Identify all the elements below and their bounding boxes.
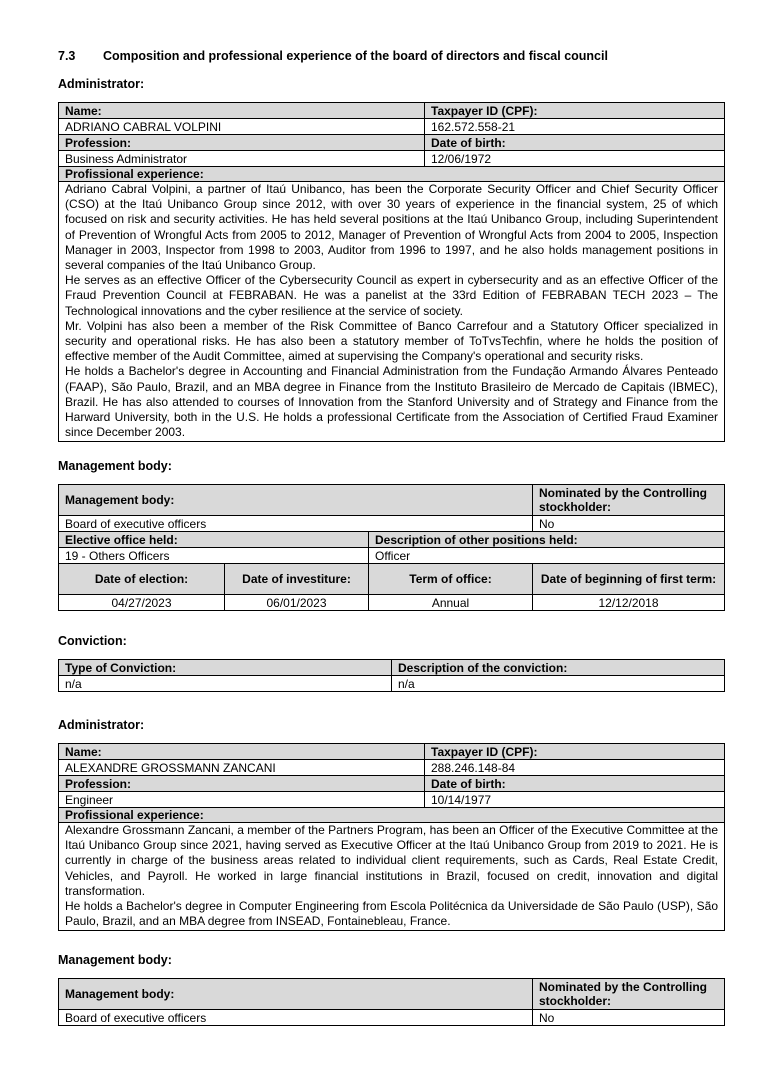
experience-text — [59, 823, 725, 931]
section-number: 7.3 — [58, 49, 76, 63]
elective-office-label: Elective office held: — [59, 532, 369, 548]
experience-paragraph: He holds a Bachelor's degree in Accounting and Financial Administration from the Fundação Armando Álvares Penteado (FAAP), São Paulo, Brazil, and an MBA degree in Finance from the Instituto Brasileiro de Mercado de Capitais (IBMEC), Brazil. He has also attended to courses of Innovation from the Stanford University and of Strategy and Finance from the Harward University, both in the U.S. He holds a professional Certificate from the Association of Certified Fraud Examiner since December 2003. — [65, 364, 718, 440]
date-of-investiture-label: Date of investiture: — [225, 564, 369, 595]
date-first-term-value: 12/12/2018 — [533, 595, 725, 611]
conviction-type-label: Type of Conviction: — [59, 660, 392, 676]
date-of-investiture-value: 06/01/2023 — [225, 595, 369, 611]
birth-value: 10/14/1977 — [425, 792, 725, 808]
date-of-election-label: Date of election: — [59, 564, 225, 595]
experience-paragraph: Mr. Volpini has also been a member of the Risk Committee of Banco Carrefour and a Statutory Officer specialized in security and operational risks. He has also been a statutory member of ToTvsTechfin, where he holds the position of effective member of the Audit Committee, aimed at supervising the Company's operational and security risks. — [65, 318, 718, 364]
experience-paragraph: Alexandre Grossmann Zancani, a member of the Partners Program, has been an Officer of the Executive Committee at the Itaú Unibanco Group since 2021, having served as Executive Officer at the Itaú Unibanco Group from 2019 to 2021. He is currently in charge of the business areas related to individual client requirements, such as Cards, Real Estate Credit, Vehicles, and Payroll. He worked in large financial institutions in Brazil, focused on credit, innovation and digital transformation. — [65, 823, 718, 898]
management-body-heading-1: Management body: — [58, 459, 172, 473]
cpf-label: Taxpayer ID (CPF): — [425, 744, 725, 760]
conviction-type-value: n/a — [59, 676, 392, 692]
term-of-office-label: Term of office: — [369, 564, 533, 595]
birth-label: Date of birth: — [425, 776, 725, 792]
conviction-heading: Conviction: — [58, 634, 127, 648]
term-of-office-value: Annual — [369, 595, 533, 611]
date-first-term-label: Date of beginning of first term: — [533, 564, 725, 595]
management-body-value: Board of executive officers — [59, 516, 533, 532]
section-title: Composition and professional experience of the board of directors and fiscal council — [103, 49, 608, 63]
administrator-table-2 — [58, 743, 725, 931]
administrator-heading-1: Administrator: — [58, 77, 145, 91]
date-of-election-value: 04/27/2023 — [59, 595, 225, 611]
profession-value: Business Administrator — [59, 151, 425, 167]
experience-label: Profissional experience: — [59, 167, 725, 182]
conviction-table — [58, 659, 725, 692]
name-label: Name: — [59, 103, 425, 119]
name-value: ALEXANDRE GROSSMANN ZANCANI — [59, 760, 425, 776]
management-body-table-2 — [58, 978, 725, 1026]
management-body-label: Management body: — [59, 485, 533, 516]
nominated-value: No — [533, 1010, 725, 1026]
profession-label: Profession: — [59, 135, 425, 151]
management-body-heading-2: Management body: — [58, 953, 172, 967]
management-body-value: Board of executive officers — [59, 1010, 533, 1026]
conviction-description-label: Description of the conviction: — [392, 660, 725, 676]
profession-value: Engineer — [59, 792, 425, 808]
experience-paragraph: Adriano Cabral Volpini, a partner of Itaú Unibanco, has been the Corporate Security Officer and Chief Security Officer (CSO) at the Itaú Unibanco Group since 2012, with over 30 years of experience in the financial system, 25 of which focused on risk and security activities. He has held several positions at the Itaú Unibanco Group, including Superintendent of Prevention of Wrongful Acts from 2005 to 2012, Manager of Prevention of Wrongful Acts from 2004 to 2005, Inspection Manager in 2003, Inspector from 1998 to 2003, Auditor from 1996 to 1997, and he also holds management positions in several companies of the Itaú Unibanco Group. — [65, 182, 718, 273]
conviction-description-value: n/a — [392, 676, 725, 692]
administrator-heading-2: Administrator: — [58, 718, 145, 732]
cpf-value: 162.572.558-21 — [425, 119, 725, 135]
management-body-label: Management body: — [59, 979, 533, 1010]
cpf-value: 288.246.148-84 — [425, 760, 725, 776]
experience-label: Profissional experience: — [59, 808, 725, 823]
management-body-table-1 — [58, 484, 725, 611]
experience-text — [59, 182, 725, 442]
name-value: ADRIANO CABRAL VOLPINI — [59, 119, 425, 135]
birth-value: 12/06/1972 — [425, 151, 725, 167]
other-positions-label: Description of other positions held: — [369, 532, 725, 548]
experience-paragraph: He holds a Bachelor's degree in Computer Engineering from Escola Politécnica da Universidade de São Paulo (USP), São Paulo, Brazil, and an MBA degree from INSEAD, Fontainebleau, France. — [65, 899, 718, 929]
name-label: Name: — [59, 744, 425, 760]
experience-paragraph: He serves as an effective Officer of the Cybersecurity Council as expert in cybersecurity and as an effective Officer of the Fraud Prevention Council at FEBRABAN. He was a panelist at the 33rd Edition of FEBRABAN TECH 2023 – The Technological innovations and the cyber resilience at the service of society. — [65, 273, 718, 318]
nominated-value: No — [533, 516, 725, 532]
other-positions-value: Officer — [369, 548, 725, 564]
administrator-table-1 — [58, 102, 725, 442]
nominated-label: Nominated by the Controlling stockholder: — [533, 485, 725, 516]
cpf-label: Taxpayer ID (CPF): — [425, 103, 725, 119]
profession-label: Profession: — [59, 776, 425, 792]
nominated-label: Nominated by the Controlling stockholder: — [533, 979, 725, 1010]
birth-label: Date of birth: — [425, 135, 725, 151]
elective-office-value: 19 - Others Officers — [59, 548, 369, 564]
